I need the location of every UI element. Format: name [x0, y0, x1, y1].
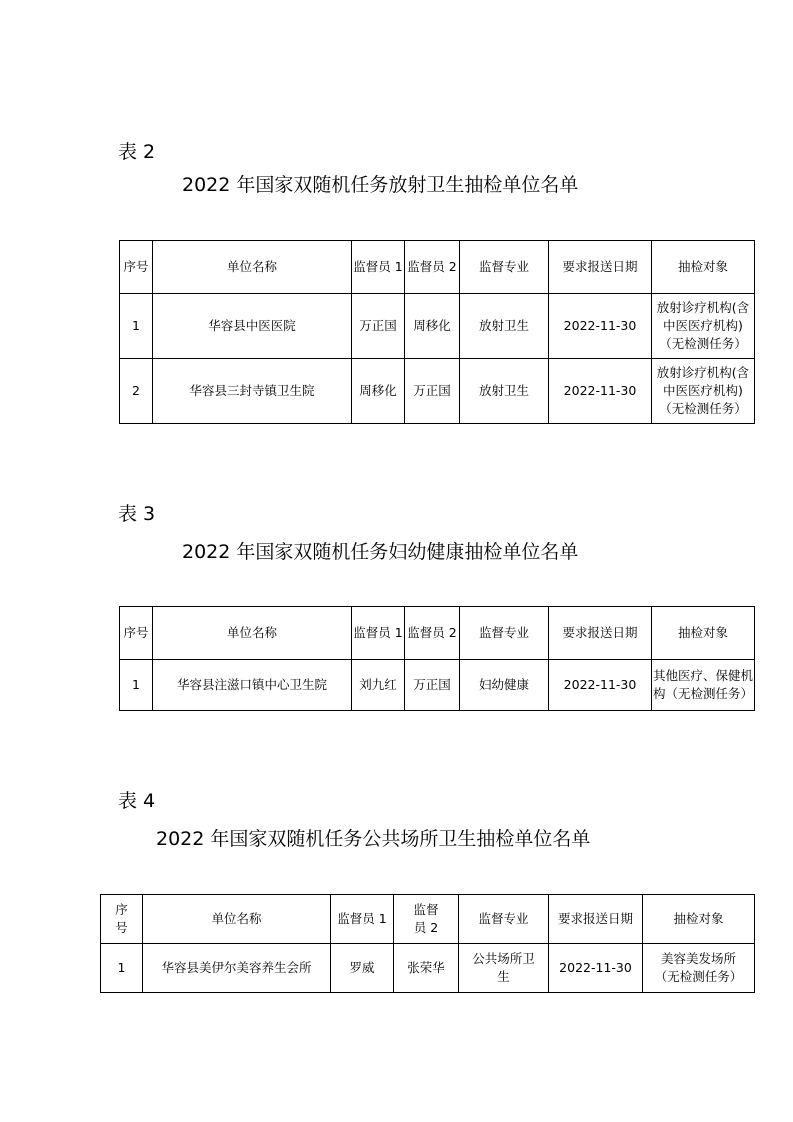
table-cell: 1: [120, 660, 153, 711]
table-header-row: [120, 607, 755, 660]
table-cell: 公共场所卫生: [459, 944, 549, 993]
table-cell: 万正国: [352, 294, 405, 359]
table4: [100, 894, 755, 993]
table-cell: 周移化: [352, 359, 405, 424]
header-cell: 监督员 1: [352, 241, 405, 294]
header-cell: 序号: [101, 895, 143, 944]
table-header-row: [120, 241, 755, 294]
table-cell: 华容县美伊尔美容养生会所: [143, 944, 331, 993]
header-cell: 要求报送日期: [549, 895, 643, 944]
header-cell: 抽检对象: [652, 607, 755, 660]
table3: [119, 606, 755, 711]
header-cell: 监督员 2: [394, 895, 459, 944]
table-cell: 刘九红: [352, 660, 405, 711]
table-cell: 1: [120, 294, 153, 359]
header-cell: 监督专业: [460, 241, 549, 294]
header-cell: 监督员 1: [331, 895, 394, 944]
table-cell: 张荣华: [394, 944, 459, 993]
table-cell: 2: [120, 359, 153, 424]
header-cell: 监督专业: [459, 895, 549, 944]
header-cell: 监督员 1: [352, 607, 405, 660]
table-cell: 妇幼健康: [460, 660, 549, 711]
table-cell: 华容县三封寺镇卫生院: [153, 359, 352, 424]
table-cell: 2022-11-30: [549, 660, 652, 711]
table-cell: 万正国: [405, 660, 460, 711]
table3-title: 2022 年国家双随机任务妇幼健康抽检单位名单: [182, 541, 579, 563]
header-cell: 要求报送日期: [549, 241, 652, 294]
table4-title: 2022 年国家双随机任务公共场所卫生抽检单位名单: [156, 828, 591, 850]
table-row: [120, 359, 755, 424]
header-cell: 单位名称: [153, 241, 352, 294]
table-cell: 罗威: [331, 944, 394, 993]
table-cell: 放射卫生: [460, 359, 549, 424]
table-cell: 其他医疗、保健机构（无检测任务）: [652, 660, 755, 711]
table-cell: 放射诊疗机构(含中医医疗机构)（无检测任务）: [652, 359, 755, 424]
table-cell: 2022-11-30: [549, 944, 643, 993]
table-row: [101, 944, 755, 993]
header-cell: 序号: [120, 241, 153, 294]
table-row: [120, 660, 755, 711]
table-header-row: [101, 895, 755, 944]
table-row: [120, 294, 755, 359]
table-cell: 放射卫生: [460, 294, 549, 359]
table-cell: 万正国: [405, 359, 460, 424]
header-cell: 监督员 2: [405, 607, 460, 660]
header-cell: 序号: [120, 607, 153, 660]
table-cell: 华容县中医医院: [153, 294, 352, 359]
table2-title: 2022 年国家双随机任务放射卫生抽检单位名单: [182, 174, 579, 196]
table-cell: 周移化: [405, 294, 460, 359]
header-cell: 单位名称: [143, 895, 331, 944]
table-cell: 2022-11-30: [549, 359, 652, 424]
table3-label: 表 3: [118, 503, 156, 525]
table2: [119, 240, 755, 424]
table-cell: 放射诊疗机构(含中医医疗机构)（无检测任务）: [652, 294, 755, 359]
header-cell: 抽检对象: [652, 241, 755, 294]
header-cell: 监督员 2: [405, 241, 460, 294]
table-cell: 华容县注滋口镇中心卫生院: [153, 660, 352, 711]
header-cell: 监督专业: [460, 607, 549, 660]
table2-label: 表 2: [118, 141, 156, 163]
table-cell: 美容美发场所（无检测任务）: [643, 944, 755, 993]
table-cell: 2022-11-30: [549, 294, 652, 359]
header-cell: 抽检对象: [643, 895, 755, 944]
table-cell: 1: [101, 944, 143, 993]
table4-label: 表 4: [118, 790, 156, 812]
header-cell: 要求报送日期: [549, 607, 652, 660]
header-cell: 单位名称: [153, 607, 352, 660]
